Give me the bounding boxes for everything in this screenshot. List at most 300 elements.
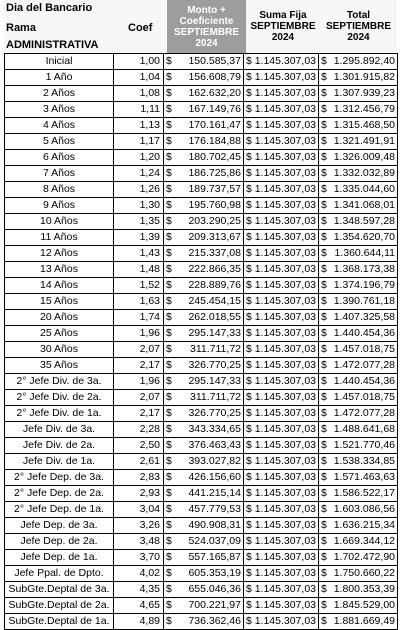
total-cell: [319, 262, 398, 278]
currency-symbol: $: [321, 503, 327, 515]
total-value: 1.571.463,63: [333, 471, 395, 483]
monto-header-line1: Monto +: [187, 4, 226, 16]
suma-value-wrap: [246, 262, 316, 277]
table-row: [5, 406, 398, 422]
currency-symbol: $: [321, 599, 327, 611]
table-row: [5, 358, 398, 374]
currency-symbol: $: [321, 87, 327, 99]
suma-value-wrap: [246, 134, 316, 149]
coef-cell: 2,83: [114, 470, 164, 486]
monto-cell: [164, 182, 244, 198]
coef-cell: 3,48: [114, 534, 164, 550]
table-row: [5, 118, 398, 134]
suma-cell: [244, 390, 319, 406]
monto-coeficiente-header: [167, 0, 246, 53]
monto-value-wrap: [166, 422, 241, 437]
suma-cell: [244, 406, 319, 422]
total-value-wrap: [321, 614, 395, 629]
monto-cell: [164, 598, 244, 614]
suma-value-wrap: [246, 550, 316, 565]
total-cell: [319, 342, 398, 358]
monto-value-wrap: [166, 358, 241, 373]
suma-value: 1.145.307,03: [254, 583, 316, 595]
category-cell: SubGte.Deptal de 2a.: [5, 598, 114, 614]
total-value: 1.307.939,23: [333, 87, 395, 99]
suma-cell: [244, 150, 319, 166]
currency-symbol: $: [166, 551, 172, 563]
suma-cell: [244, 166, 319, 182]
total-header-line2: SEPTIEMBRE: [325, 21, 391, 32]
currency-symbol: $: [166, 391, 172, 403]
total-cell: [319, 182, 398, 198]
monto-value: 311.711,72: [190, 391, 241, 403]
currency-symbol: $: [246, 71, 252, 83]
table-row: [5, 310, 398, 326]
suma-value-wrap: [246, 454, 316, 469]
total-value: 1.354.620,70: [333, 231, 395, 243]
suma-cell: [244, 422, 319, 438]
monto-value-wrap: [166, 166, 241, 181]
monto-value: 441.215,14: [188, 487, 241, 499]
monto-value: 295.147,33: [188, 327, 241, 339]
suma-value-wrap: [246, 486, 316, 501]
suma-value: 1.145.307,03: [254, 263, 316, 275]
total-value: 1.315.468,50: [333, 119, 395, 131]
suma-cell: [244, 598, 319, 614]
monto-value: 195.760,98: [188, 199, 241, 211]
monto-cell: [164, 310, 244, 326]
total-cell: [319, 390, 398, 406]
currency-symbol: $: [166, 599, 172, 611]
suma-cell: [244, 294, 319, 310]
monto-value-wrap: [166, 198, 241, 213]
currency-symbol: $: [321, 279, 327, 291]
suma-value-wrap: [246, 214, 316, 229]
monto-cell: [164, 406, 244, 422]
monto-value: 186.725,86: [188, 167, 241, 179]
table-row: [5, 70, 398, 86]
monto-cell: [164, 262, 244, 278]
total-value: 1.348.597,28: [333, 215, 395, 227]
category-cell: Jefe Div. de 3a.: [5, 422, 114, 438]
category-cell: 5 Años: [5, 134, 114, 150]
table-row: [5, 502, 398, 518]
total-value: 1.368.173,38: [333, 263, 395, 275]
monto-value-wrap: [166, 246, 241, 261]
monto-value: 228.889,76: [188, 279, 241, 291]
currency-symbol: $: [166, 183, 172, 195]
currency-symbol: $: [166, 87, 172, 99]
currency-symbol: $: [166, 311, 172, 323]
monto-cell: [164, 342, 244, 358]
suma-cell: [244, 230, 319, 246]
category-cell: 20 Años: [5, 310, 114, 326]
table-row: [5, 198, 398, 214]
category-cell: 15 Años: [5, 294, 114, 310]
total-value-wrap: [321, 150, 395, 165]
monto-value: 189.737,57: [188, 183, 241, 195]
monto-cell: [164, 230, 244, 246]
table-row: [5, 342, 398, 358]
currency-symbol: $: [321, 311, 327, 323]
currency-symbol: $: [321, 135, 327, 147]
suma-value-wrap: [246, 502, 316, 517]
suma-value: 1.145.307,03: [254, 151, 316, 163]
currency-symbol: $: [166, 295, 172, 307]
suma-value-wrap: [246, 358, 316, 373]
currency-symbol: $: [321, 343, 327, 355]
total-value: 1.702.472,90: [333, 551, 395, 563]
monto-value-wrap: [166, 102, 241, 117]
total-cell: [319, 422, 398, 438]
monto-value: 311.711,72: [190, 343, 241, 355]
monto-value-wrap: [166, 534, 241, 549]
coef-cell: 1,48: [114, 262, 164, 278]
suma-cell: [244, 518, 319, 534]
suma-cell: [244, 54, 319, 70]
total-cell: [319, 374, 398, 390]
coef-cell: 2,50: [114, 438, 164, 454]
currency-symbol: $: [321, 151, 327, 163]
monto-cell: [164, 438, 244, 454]
suma-value: 1.145.307,03: [254, 599, 316, 611]
monto-cell: [164, 86, 244, 102]
currency-symbol: $: [246, 487, 252, 499]
monto-cell: [164, 198, 244, 214]
monto-value-wrap: [166, 86, 241, 101]
currency-symbol: $: [321, 199, 327, 211]
category-cell: 9 Años: [5, 198, 114, 214]
suma-value-wrap: [246, 438, 316, 453]
monto-value-wrap: [166, 614, 241, 629]
suma-cell: [244, 326, 319, 342]
currency-symbol: $: [321, 391, 327, 403]
currency-symbol: $: [166, 503, 172, 515]
monto-value: 326.770,25: [188, 359, 241, 371]
suma-value: 1.145.307,03: [254, 455, 316, 467]
table-row: [5, 326, 398, 342]
currency-symbol: $: [166, 167, 172, 179]
currency-symbol: $: [246, 407, 252, 419]
suma-value: 1.145.307,03: [254, 519, 316, 531]
total-value-wrap: [321, 118, 395, 133]
currency-symbol: $: [321, 119, 327, 131]
currency-symbol: $: [321, 295, 327, 307]
category-cell: 2° Jefe Div. de 1a.: [5, 406, 114, 422]
category-cell: Jefe Dep. de 2a.: [5, 534, 114, 550]
suma-value-wrap: [246, 54, 316, 69]
currency-symbol: $: [166, 583, 172, 595]
monto-value: 295.147,33: [188, 375, 241, 387]
currency-symbol: $: [166, 519, 172, 531]
table-row: [5, 390, 398, 406]
currency-symbol: $: [166, 423, 172, 435]
total-value: 1.374.196,79: [333, 279, 395, 291]
suma-cell: [244, 486, 319, 502]
suma-cell: [244, 246, 319, 262]
category-cell: 25 Años: [5, 326, 114, 342]
table-header: [4, 0, 397, 53]
total-value-wrap: [321, 310, 395, 325]
suma-header-line2: SEPTIEMBRE: [250, 21, 316, 32]
table-row: [5, 614, 398, 630]
total-value: 1.341.068,01: [333, 199, 395, 211]
total-cell: [319, 518, 398, 534]
suma-cell: [244, 342, 319, 358]
currency-symbol: $: [321, 71, 327, 83]
currency-symbol: $: [246, 103, 252, 115]
rama-label: Rama: [6, 22, 36, 34]
currency-symbol: $: [166, 471, 172, 483]
salary-table: [4, 53, 398, 630]
salary-table-body: [5, 54, 398, 630]
suma-cell: [244, 438, 319, 454]
monto-cell: [164, 470, 244, 486]
currency-symbol: $: [246, 183, 252, 195]
table-row: [5, 214, 398, 230]
total-value-wrap: [321, 358, 395, 373]
currency-symbol: $: [246, 519, 252, 531]
total-header-line3: 2024: [347, 32, 370, 43]
monto-value: 222.866,35: [188, 263, 241, 275]
coef-cell: 2,07: [114, 390, 164, 406]
category-cell: 14 Años: [5, 278, 114, 294]
suma-value-wrap: [246, 326, 316, 341]
coef-cell: 2,61: [114, 454, 164, 470]
suma-value-wrap: [246, 422, 316, 437]
monto-value-wrap: [166, 118, 241, 133]
suma-cell: [244, 310, 319, 326]
monto-value: 490.908,31: [188, 519, 241, 531]
total-cell: [319, 614, 398, 630]
coef-cell: 1,13: [114, 118, 164, 134]
currency-symbol: $: [321, 615, 327, 627]
total-value: 1.881.669,49: [333, 615, 395, 627]
total-cell: [319, 310, 398, 326]
suma-cell: [244, 470, 319, 486]
suma-cell: [244, 358, 319, 374]
table-row: [5, 598, 398, 614]
category-cell: 11 Años: [5, 230, 114, 246]
suma-cell: [244, 278, 319, 294]
monto-cell: [164, 326, 244, 342]
currency-symbol: $: [246, 215, 252, 227]
total-value-wrap: [321, 54, 395, 69]
total-value-wrap: [321, 278, 395, 293]
coef-cell: 1,63: [114, 294, 164, 310]
table-row: [5, 278, 398, 294]
currency-symbol: $: [166, 343, 172, 355]
table-row: [5, 246, 398, 262]
coef-cell: 1,04: [114, 70, 164, 86]
monto-header-line2: Coeficiente: [179, 15, 234, 27]
suma-value: 1.145.307,03: [254, 183, 316, 195]
currency-symbol: $: [246, 391, 252, 403]
suma-value-wrap: [246, 182, 316, 197]
total-value: 1.750.660,22: [333, 567, 395, 579]
monto-value-wrap: [166, 502, 241, 517]
coef-cell: 1,39: [114, 230, 164, 246]
coef-cell: 4,65: [114, 598, 164, 614]
total-cell: [319, 598, 398, 614]
monto-cell: [164, 550, 244, 566]
monto-cell: [164, 246, 244, 262]
table-row: [5, 166, 398, 182]
total-value-wrap: [321, 502, 395, 517]
suma-value: 1.145.307,03: [254, 119, 316, 131]
monto-cell: [164, 54, 244, 70]
total-cell: [319, 454, 398, 470]
total-value-wrap: [321, 438, 395, 453]
total-header-line1: Total: [346, 10, 371, 21]
total-value: 1.800.353,39: [333, 583, 395, 595]
monto-cell: [164, 166, 244, 182]
coef-cell: 2,17: [114, 358, 164, 374]
currency-symbol: $: [321, 167, 327, 179]
monto-value: 209.313,67: [188, 231, 241, 243]
total-cell: [319, 246, 398, 262]
table-row: [5, 422, 398, 438]
coef-cell: 1,30: [114, 198, 164, 214]
total-value-wrap: [321, 214, 395, 229]
coef-cell: 1,11: [114, 102, 164, 118]
currency-symbol: $: [246, 503, 252, 515]
total-value-wrap: [321, 422, 395, 437]
currency-symbol: $: [166, 55, 172, 67]
total-value-wrap: [321, 166, 395, 181]
suma-value: 1.145.307,03: [254, 471, 316, 483]
monto-value-wrap: [166, 438, 241, 453]
suma-value: 1.145.307,03: [254, 71, 316, 83]
total-cell: [319, 166, 398, 182]
suma-value: 1.145.307,03: [254, 359, 316, 371]
currency-symbol: $: [321, 439, 327, 451]
monto-cell: [164, 358, 244, 374]
category-cell: SubGte.Deptal de 1a.: [5, 614, 114, 630]
currency-symbol: $: [166, 247, 172, 259]
currency-symbol: $: [246, 535, 252, 547]
coef-cell: 1,52: [114, 278, 164, 294]
suma-header-line3: 2024: [271, 32, 295, 43]
total-value-wrap: [321, 262, 395, 277]
monto-cell: [164, 70, 244, 86]
suma-value-wrap: [246, 566, 316, 581]
total-value: 1.457.018,75: [333, 343, 395, 355]
total-value: 1.390.761,18: [333, 295, 395, 307]
total-value: 1.332.032,89: [333, 167, 395, 179]
monto-cell: [164, 150, 244, 166]
monto-value: 156.608,79: [188, 71, 241, 83]
total-value-wrap: [321, 518, 395, 533]
monto-header-line3: SEPTIEMBRE: [173, 26, 239, 38]
currency-symbol: $: [166, 375, 172, 387]
currency-symbol: $: [321, 519, 327, 531]
suma-value-wrap: [246, 310, 316, 325]
table-row: [5, 550, 398, 566]
monto-value: 176.184,88: [188, 135, 241, 147]
currency-symbol: $: [321, 455, 327, 467]
total-cell: [319, 198, 398, 214]
currency-symbol: $: [246, 151, 252, 163]
total-cell: [319, 294, 398, 310]
suma-value-wrap: [246, 102, 316, 117]
total-value: 1.472.077,28: [333, 407, 395, 419]
monto-cell: [164, 390, 244, 406]
suma-cell: [244, 70, 319, 86]
monto-value-wrap: [166, 470, 241, 485]
total-value: 1.301.915,82: [333, 71, 395, 83]
currency-symbol: $: [246, 375, 252, 387]
monto-cell: [164, 214, 244, 230]
category-cell: 4 Años: [5, 118, 114, 134]
monto-value: 262.018,55: [188, 311, 241, 323]
monto-cell: [164, 486, 244, 502]
table-row: [5, 134, 398, 150]
category-cell: Jefe Dep. de 3a.: [5, 518, 114, 534]
currency-symbol: $: [166, 263, 172, 275]
currency-symbol: $: [321, 551, 327, 563]
total-value-wrap: [321, 374, 395, 389]
category-cell: 8 Años: [5, 182, 114, 198]
currency-symbol: $: [246, 439, 252, 451]
suma-value-wrap: [246, 70, 316, 85]
suma-cell: [244, 534, 319, 550]
suma-value-wrap: [246, 534, 316, 549]
suma-value: 1.145.307,03: [254, 167, 316, 179]
currency-symbol: $: [166, 327, 172, 339]
coef-cell: 4,89: [114, 614, 164, 630]
monto-value: 524.037,09: [188, 535, 241, 547]
coef-cell: 1,74: [114, 310, 164, 326]
total-value: 1.440.454,36: [333, 327, 395, 339]
total-cell: [319, 566, 398, 582]
coef-cell: 4,35: [114, 582, 164, 598]
monto-value-wrap: [166, 566, 241, 581]
suma-value-wrap: [246, 390, 316, 405]
currency-symbol: $: [321, 535, 327, 547]
total-value-wrap: [321, 86, 395, 101]
category-cell: 13 Años: [5, 262, 114, 278]
suma-value-wrap: [246, 294, 316, 309]
suma-cell: [244, 614, 319, 630]
currency-symbol: $: [321, 231, 327, 243]
currency-symbol: $: [246, 199, 252, 211]
currency-symbol: $: [321, 327, 327, 339]
coef-cell: 3,04: [114, 502, 164, 518]
total-value: 1.326.009,48: [333, 151, 395, 163]
coef-cell: 2,07: [114, 342, 164, 358]
currency-symbol: $: [246, 551, 252, 563]
total-cell: [319, 534, 398, 550]
total-value: 1.472.077,28: [333, 359, 395, 371]
suma-value: 1.145.307,03: [254, 375, 316, 387]
coef-header: Coef: [128, 22, 153, 34]
suma-cell: [244, 182, 319, 198]
category-cell: Jefe Dep. de 1a.: [5, 550, 114, 566]
monto-value-wrap: [166, 486, 241, 501]
total-value-wrap: [321, 454, 395, 469]
coef-cell: 1,17: [114, 134, 164, 150]
currency-symbol: $: [166, 279, 172, 291]
monto-cell: [164, 118, 244, 134]
currency-symbol: $: [321, 487, 327, 499]
currency-symbol: $: [166, 455, 172, 467]
category-cell: 1 Año: [5, 70, 114, 86]
currency-symbol: $: [321, 247, 327, 259]
currency-symbol: $: [246, 295, 252, 307]
currency-symbol: $: [246, 567, 252, 579]
total-cell: [319, 278, 398, 294]
